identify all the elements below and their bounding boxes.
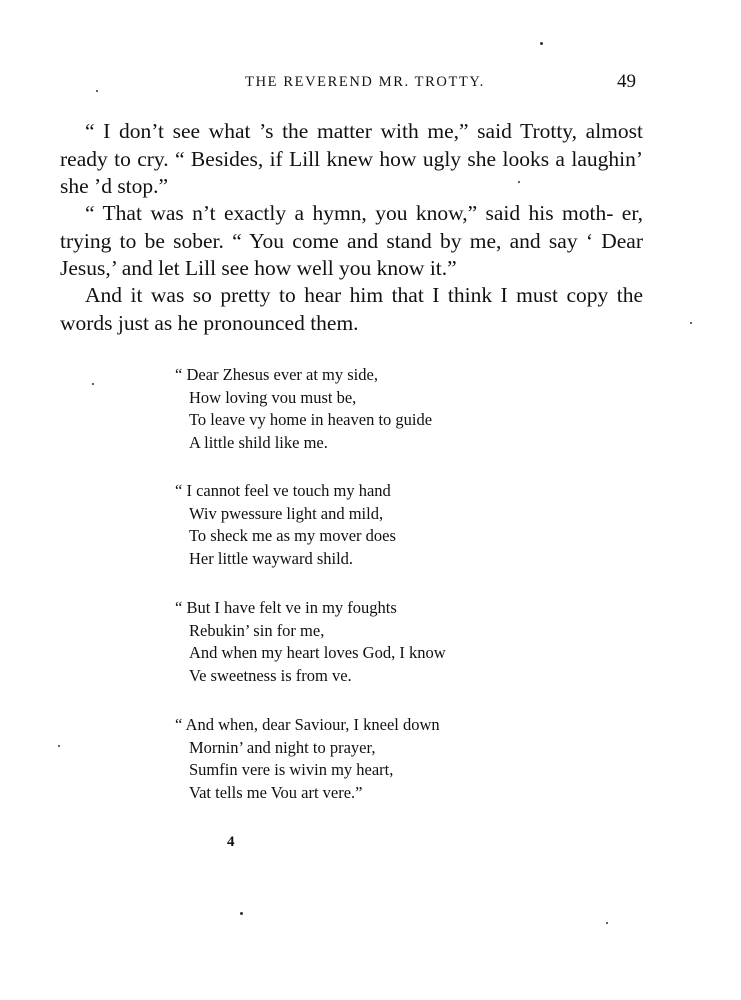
poem-line: Mornin’ and night to prayer, xyxy=(189,737,376,757)
poem-line: Sumfin vere is wivin my heart, xyxy=(189,760,394,780)
scan-speck xyxy=(92,383,94,385)
running-title: THE REVEREND MR. TROTTY. xyxy=(245,74,485,90)
poem-line: “ But I have felt ve in my foughts xyxy=(175,598,397,617)
scan-speck xyxy=(606,922,608,924)
scan-speck xyxy=(96,90,98,92)
poem-line: And when my heart loves God, I know xyxy=(189,643,446,663)
poem-stanza-2 xyxy=(175,480,515,570)
poem-line: Vat tells me Vou art vere.” xyxy=(189,782,363,802)
scan-speck xyxy=(690,322,692,324)
poem-stanza-4 xyxy=(175,714,515,804)
paragraph-text: “ I don’t see what ’s the matter with me,” said Trotty, almost ready to cry. “ Besides, if Lill knew how ugly she looks a laughin’ she ’d stop.” xyxy=(60,119,643,198)
poem-line: “ Dear Zhesus ever at my side, xyxy=(175,365,378,384)
scan-speck xyxy=(518,181,520,183)
poem-line: Rebukin’ sin for me, xyxy=(189,620,325,640)
poem-stanza-1 xyxy=(175,364,515,454)
scan-speck xyxy=(240,912,243,915)
poem-stanza-3 xyxy=(175,597,515,687)
poem-line: “ I cannot feel ve touch my hand xyxy=(175,481,391,500)
poem-line: Ve sweetness is from ve. xyxy=(189,665,352,685)
poem-line: Wiv pwessure light and mild, xyxy=(189,503,384,523)
paragraph-2 xyxy=(60,200,643,283)
paragraph-3 xyxy=(60,282,643,337)
poem-line: How loving vou must be, xyxy=(189,387,357,407)
scan-speck xyxy=(58,745,60,747)
poem-line: “ And when, dear Saviour, I kneel down xyxy=(175,715,440,734)
poem-line: A little shild like me. xyxy=(189,432,328,452)
page-number: 49 xyxy=(617,71,636,92)
signature-mark: 4 xyxy=(227,834,235,850)
poem-line: To sheck me as my mover does xyxy=(189,526,396,546)
poem-line: To leave vy home in heaven to guide xyxy=(189,410,433,430)
poem-line: Her little wayward shild. xyxy=(189,548,354,568)
paragraph-text: And it was so pretty to hear him that I think I must copy the words just as he pronounced them. xyxy=(60,283,643,335)
paragraph-1 xyxy=(60,118,643,201)
scan-speck xyxy=(540,42,543,45)
paragraph-text: “ That was n’t exactly a hymn, you know,” said his moth- er, trying to be sober. “ You come and stand by me, and say ‘ Dear Jesus,’ and let Lill see how well you know it.” xyxy=(60,201,643,280)
